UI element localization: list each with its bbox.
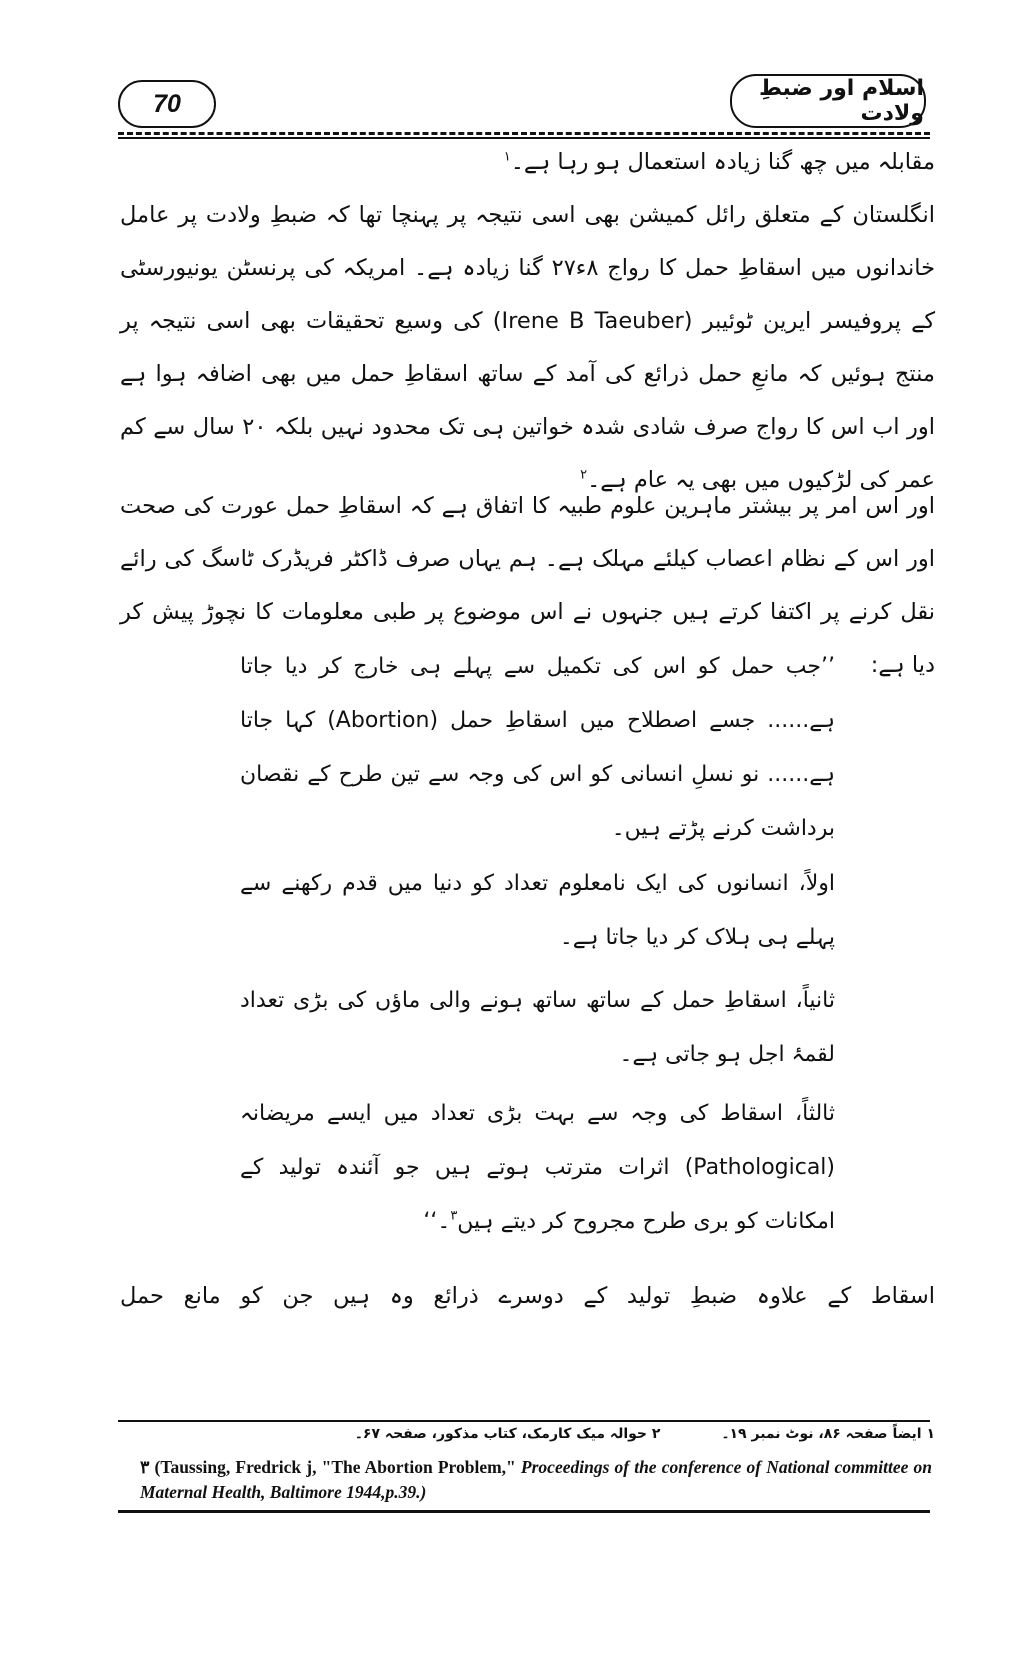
quote-intro-text-a: ’’جب حمل کو اس کی تکمیل سے پہلے ہی خارج کر دیا جاتا ہے...... جسے اصطلاح میں اسقاطِ حمل [240,654,835,733]
paragraph-1-text: مقابلہ میں چھ گنا زیادہ استعمال ہو رہا ہے۔ [510,149,935,175]
page-number: 70 [118,80,216,128]
quote-point-1: اولاً، انسانوں کی ایک نامعلوم تعداد کو دنیا میں قدم رکھنے سے پہلے ہی ہلاک کر دیا جاتا ہے۔ [240,871,835,950]
footnote-mark-2: ۲ [580,467,588,483]
footnote-mark-3: ۳ [450,1208,458,1224]
quote-point-2: ثانیاً، اسقاطِ حمل کے ساتھ ساتھ ہونے والی ماؤں کی بڑی تعداد لقمۂ اجل ہو جاتی ہے۔ [240,988,835,1067]
book-title: اسلام اور ضبطِ ولادت [730,74,926,128]
footnote-3-text: (Taussing, Fredrick j, "The Abortion Problem," [154,1457,516,1477]
paragraph-2-text-cont: کی وسیع تحقیقات بھی اسی نتیجہ پر منتج ہوئیں کہ مانعِ حمل ذرائع کی آمد کے ساتھ اسقاطِ حمل میں بھی اضافہ ہوا ہے اور اب اس کا رواج صرف شادی شدہ خواتین ہی تک محدود نہیں بلکہ ۲۰ سال سے کم عمر کی لڑکیوں میں بھی یہ عام ہے۔ [120,308,936,493]
quote-point-3-text-a: ثالثاً، اسقاط کی وجہ سے بہت بڑی تعداد میں ایسے مریضانہ [240,1101,835,1126]
paragraph-2-english: (Irene B Taeuber) [492,308,693,334]
paragraph-2 [120,189,935,507]
quote-intro-text-b: کہا جاتا ہے...... نو نسلِ انسانی کو اس کی وجہ سے تین طرح کے نقصان برداشت کرنے پڑتے ہیں۔ [240,708,835,841]
header-divider [118,132,930,135]
footnotes-urdu [123,1426,935,1442]
footnote-mark-1: ۱ [503,149,511,165]
quote-point-3 [240,1087,835,1249]
quote-close: ۔‘‘ [423,1209,451,1234]
paragraph-2-text: انگلستان کے متعلق رائل کمیشن بھی اسی نتیجہ پر پہنچا تھا کہ ضبطِ ولادت پر عامل خاندانوں میں اسقاطِ حمل کا رواج ۸ء۲۷ گنا زیادہ ہے۔ امریکہ کی پرنسٹن یونیورسٹی کے پروفیسر ایرین ٹوئیبر [120,202,936,334]
footnote-3-source: Proceedings of the conference of National committee on Maternal Health, Baltimore 1944,p.39.) [140,1457,933,1502]
footnote-3 [140,1455,932,1505]
closing-line: اسقاط کے علاوہ ضبطِ تولید کے دوسرے ذرائع وہ ہیں جن کو مانع حمل [120,1283,935,1309]
quote-point-3-text-b: اثرات مترتب ہوتے ہیں جو آئندہ تولید کے امکانات کو بری طرح مجروح کر دیتے ہیں [240,1155,835,1234]
paragraph-3: اور اس امر پر بیشتر ماہرین علوم طبیہ کا اتفاق ہے کہ اسقاطِ حمل عورت کی صحت اور اس کے نظام اعصاب کیلئے مہلک ہے۔ ہم یہاں صرف ڈاکٹر فریڈرک ٹاسگ کی رائے نقل کرنے پر اکتفا کرتے ہیں جنہوں نے اس موضوع پر طبی معلومات کا نچوڑ پیش کر دیا ہے: [120,493,935,678]
quote-intro-english: (Abortion) [327,708,439,733]
quote-point-3-english: (Pathological) [684,1155,835,1180]
bottom-divider [118,1510,930,1513]
paragraph-1 [120,136,935,189]
footnote-3-mark: ۳ [140,1457,150,1477]
footnote-2: ۲ حوالہ میک کارمک، کتاب مذکور، صفحہ ۶۷۔ [354,1426,661,1442]
quote-intro [240,640,835,856]
footnote-divider [118,1420,930,1422]
footnote-1: ۱ ایضاً صفحہ ۸۶، نوٹ نمبر ۱۹۔ [721,1426,935,1442]
